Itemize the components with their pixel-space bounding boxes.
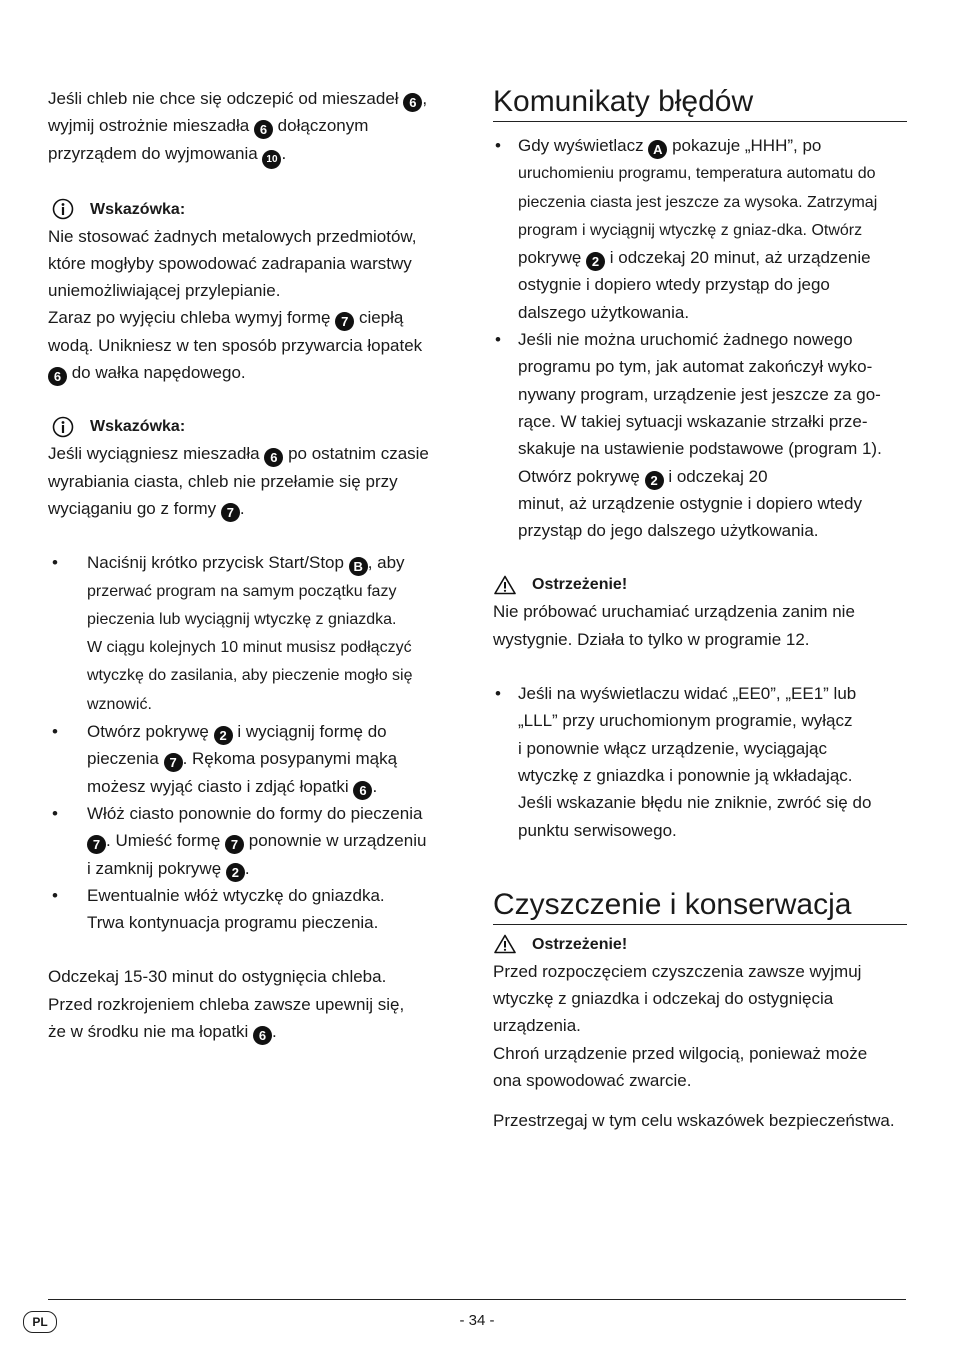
footer-divider (48, 1299, 906, 1300)
paragraph-safety: Przestrzegaj w tym celu wskazówek bezpieczeństwa. (493, 1111, 895, 1131)
paragraph-cooling: Odczekaj 15-30 minut do ostygnięcia chleba. Przed rozkrojeniem chleba zawsze upewnij się, że w środku nie ma łopatki 6 . (48, 967, 405, 1044)
note-heading: Wskazówka: (48, 413, 460, 440)
warning-text: Przed rozpoczęciem czyszczenia zawsze wyjmuj wtyczkę z gniazdka i odczekaj do ostygnięcia urządzenia. Chroń urządzenie przed wilgocią, ponieważ może ona spowodować zwarcie. (493, 961, 868, 1091)
right-column (493, 85, 907, 1135)
note-heading: Wskazówka: (48, 196, 460, 223)
list-item: • Jeśli nie można uruchomić żadnego nowego programu po tym, jak automat zakończył wyko- nywany program, urządzenie jest jeszcze za go- rące. W takiej sytuacji wskazanie strzałki prze- skakuje na ustawienie podstawowe (program 1). Otwórz pokrywę 2 i odczekaj 20 minut, aż urządzenie ostygnie i dopiero wtedy przystąp do jego dalszego użytkowania. (493, 326, 907, 544)
note-text: Nie stosować żadnych metalowych przedmiotów, które mogłyby spowodować zadrapania warstwy uniemożliwiającej przylepianie. (48, 226, 417, 301)
paragraph-stuck-bread: Jeśli chleb nie chce się odczepić od mieszadeł 6 , wyjmij ostrożnie mieszadła 6 dołączonym przyrządem do wyjmowania 10 . (48, 85, 460, 169)
warning-heading: Ostrzeżenie! (493, 931, 907, 958)
section-heading-errors: Komunikaty błędów (493, 85, 907, 122)
language-badge: PL (23, 1311, 57, 1333)
list-item: • Włóż ciasto ponownie do formy do pieczenia 7 . Umieść formę 7 ponownie w urządzeniu i zamknij pokrywę 2 . (48, 800, 460, 882)
left-column (48, 85, 460, 1045)
list-item: • Jeśli na wyświetlaczu widać „EE0”, „EE1” lub „LLL” przy uruchomionym programie, wyłącz i ponownie włącz urządzenie, wyciągając wtyczkę z gniazdka i ponownie ją wkładając. Jeśli wskazanie błędu nie zniknie, zwróć się do punktu serwisowego. (493, 680, 907, 844)
note-text: Jeśli wyciągniesz mieszadła 6 po ostatnim czasie wyrabiania ciasta, chleb nie przełamie się przy wyciąganiu go z formy 7 . (48, 444, 429, 520)
error-list (493, 132, 907, 544)
warning-heading: Ostrzeżenie! (493, 571, 907, 598)
info-icon (52, 198, 74, 220)
instruction-list (48, 549, 460, 936)
list-item: • Ewentualnie włóż wtyczkę do gniazdka. Trwa kontynuacja programu pieczenia. (48, 882, 460, 937)
list-item: • Gdy wyświetlacz A pokazuje „HHH”, po uruchomieniu programu, temperatura automatu do pieczenia ciasta jest jeszcze za wysoka. Zatrzymaj program i wyciągnij wtyczkę z gniaz-dka. Otwórz pokrywę 2 i odczekaj 20 minut, aż urządzenie ostygnie i dopiero wtedy przystąp do jego dalszego użytkowania. (493, 132, 907, 326)
error-list (493, 680, 907, 844)
warning-text: Nie próbować uruchamiać urządzenia zanim nie wystygnie. Działa to tylko w programie 12. (493, 602, 855, 649)
warning-icon (494, 934, 516, 954)
warning-icon (494, 575, 516, 595)
page-number: - 34 - (459, 1312, 495, 1329)
paragraph-wash-form: Zaraz po wyjęciu chleba wymyj formę 7 ciepłą wodą. Unikniesz w ten sposób przywarcia łopatek 6 do wałka napędowego. (48, 308, 423, 385)
list-item: • Naciśnij krótko przycisk Start/Stop B , aby przerwać program na samym początku fazy pieczenia lub wyciągnij wtyczkę z gniazdka. W ciągu kolejnych 10 minut musisz podłączyć wtyczkę do zasilania, aby pieczenie mogło się wznowić. (48, 549, 460, 718)
list-item: • Otwórz pokrywę 2 i wyciągnij formę do pieczenia 7 . Rękoma posypanymi mąką możesz wyjąć ciasto i zdjąć łopatki 6 . (48, 718, 460, 800)
section-heading-cleaning: Czyszczenie i konserwacja (493, 888, 907, 925)
info-icon (52, 416, 74, 438)
